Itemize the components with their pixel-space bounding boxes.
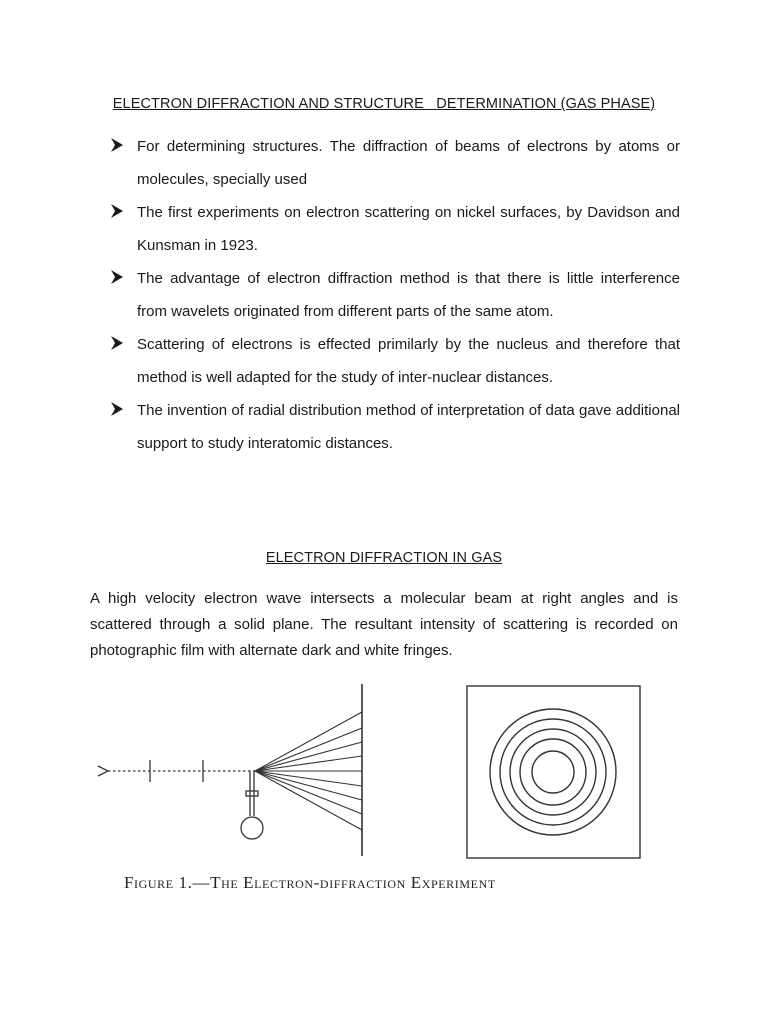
body-paragraph: A high velocity electron wave intersects a molecular beam at right angles and is scattered through a solid plane. The resultant intensity of scattering is recorded on photographic film with alternate dark and white fringes. — [90, 590, 678, 659]
diffraction-pattern — [467, 686, 640, 858]
bullet-text: Scattering of electrons is effected primilarly by the nucleus and therefore that method is well adapted for the study of inter-nuclear distances. — [137, 336, 680, 386]
list-item — [110, 130, 680, 196]
arrowhead-bullet-icon — [110, 335, 124, 351]
list-item — [110, 328, 680, 394]
bullet-text: The advantage of electron diffraction method is that there is little interference from wavelets originated from different parts of the same atom. — [137, 270, 680, 320]
arrowhead-bullet-icon — [110, 269, 124, 285]
arrowhead-bullet-icon — [110, 203, 124, 219]
diffraction-ring — [500, 719, 606, 825]
section-heading: ELECTRON DIFFRACTION IN GAS — [265, 550, 503, 566]
electron-diffraction-figure — [90, 676, 680, 906]
bullet-text: The invention of radial distribution method of interpretation of data gave additional support to study interatomic distances. — [137, 402, 680, 452]
bullet-text: The first experiments on electron scattering on nickel surfaces, by Davidson and Kunsman in 1923. — [137, 204, 680, 254]
list-item — [110, 196, 680, 262]
figure-caption: Figure 1.—The Electron-diffraction Experiment — [124, 873, 496, 892]
diffraction-ring — [490, 709, 616, 835]
main-heading: ELECTRON DIFFRACTION AND STRUCTURE DETERMINATION (GAS PHASE) — [112, 96, 656, 112]
diffraction-ring — [520, 739, 586, 805]
arrowhead-bullet-icon — [110, 401, 124, 417]
bullet-text: For determining structures. The diffraction of beams of electrons by atoms or molecules, specially used — [137, 138, 680, 188]
gas-nozzle-icon — [241, 771, 263, 839]
electron-source-icon — [98, 766, 108, 776]
list-item — [110, 394, 680, 460]
apparatus-diagram — [98, 684, 362, 856]
diffraction-ring — [510, 729, 596, 815]
film-frame — [467, 686, 640, 858]
bullet-list — [110, 130, 680, 460]
arrowhead-bullet-icon — [110, 137, 124, 153]
diffraction-ring — [532, 751, 574, 793]
list-item — [110, 262, 680, 328]
scattered-rays — [255, 712, 362, 830]
